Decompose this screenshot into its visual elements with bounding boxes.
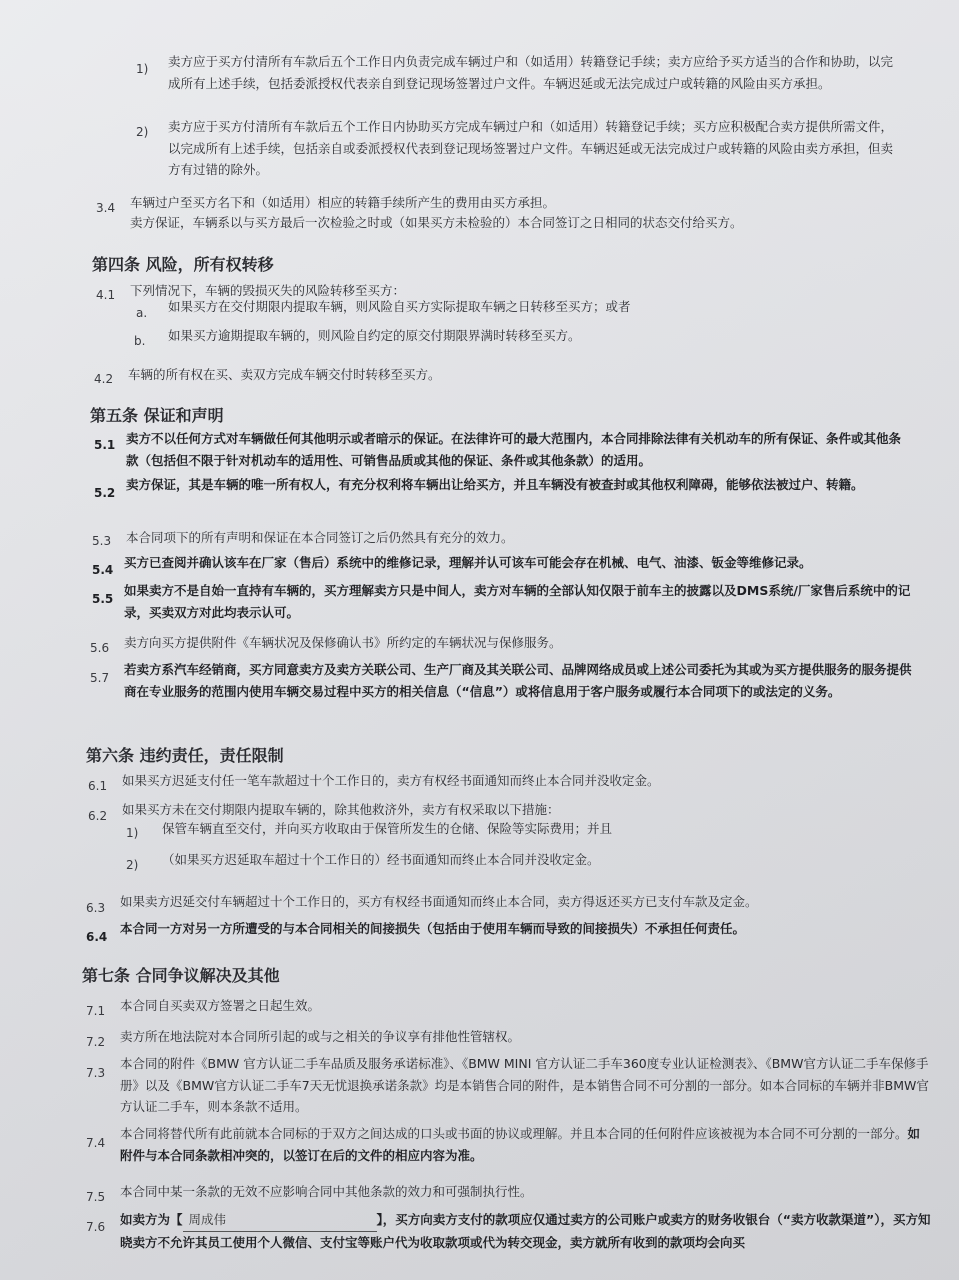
clause-text: 买方已查阅并确认该车在厂家（售后）系统中的维修记录，理解并认可该车可能会存在机械、电气、油漆、钣金等维修记录。 [124,555,812,570]
clause-text: 卖方应于买方付清所有车款后五个工作日内协助买方完成车辆过户和（如适用）转籍登记手续；买方应积极配合卖方提供所需文件，以完成所有上述手续，包括亲自或委派授权代表到登记现场签署过户文件。车辆迟延或无法完成过户或转籍的风险由卖方承担，但卖方有过错的除外。 [168,119,894,177]
article-heading: 第五条 保证和声明 [90,406,224,425]
clause-number: 1) [136,62,149,76]
clause-number: 3.4 [96,201,116,215]
clause-number: 7.3 [86,1066,106,1080]
clause-number: 7.1 [86,1004,106,1018]
clause-text: 如果卖方不是自始一直持有车辆的，买方理解卖方只是中间人，卖方对车辆的全部认知仅限于前车主的披露以及DMS系统/厂家售后系统中的记录，买卖双方对此均表示认可。 [124,583,911,620]
clause-number: 4.2 [94,372,114,386]
clause-number: 2) [126,858,139,872]
clause-text: 车辆过户至买方名下和（如适用）相应的转籍手续所产生的费用由买方承担。 [130,195,556,210]
clause-number: 6.3 [86,901,106,915]
clause-number: 7.6 [86,1220,106,1234]
clause-text: 下列情况下，车辆的毁损灭失的风险转移至买方： [130,283,406,298]
clause-number: 1) [126,826,139,840]
clause-number: 7.2 [86,1035,106,1049]
clause-text: 卖方向买方提供附件《车辆状况及保修确认书》所约定的车辆状况与保修服务。 [124,635,562,650]
article-heading: 第六条 违约责任，责任限制 [86,746,284,765]
clause-number: 6.4 [86,930,108,944]
clause-text: 本合同中某一条款的无效不应影响合同中其他条款的效力和可强制执行性。 [120,1184,533,1199]
clause-text-normal: 本合同将替代所有此前就本合同标的于双方之间达成的口头或书面的协议或理解。并且本合同的任何附件应该被视为本合同不可分割的一部分。 [120,1126,908,1141]
clause-number: 5.7 [90,671,110,685]
clause-text: 卖方不以任何方式对车辆做任何其他明示或者暗示的保证。在法律许可的最大范围内，本合同排除法律有关机动车的所有保证、条件或其他条款（包括但不限于针对机动车的适用性、可销售品质或其他的保证、条件或其他条款）的适用。 [126,431,902,468]
clause-number: 2) [136,125,149,139]
clause-text: （如果买方迟延取车超过十个工作日的）经书面通知而终止本合同并没收定金。 [162,852,600,867]
clause-number: 7.4 [86,1136,106,1150]
clause-text: 保管车辆直至交付，并向买方收取由于保管所发生的仓储、保险等实际费用；并且 [162,821,613,836]
clause-text: 如果买方逾期提取车辆的，则风险自约定的原交付期限界满时转移至买方。 [168,328,581,343]
clause-number: 4.1 [96,288,116,302]
clause-number: a. [136,306,148,320]
clause-text: 本合同自买卖双方签署之日起生效。 [120,998,321,1013]
clause-number: 5.1 [94,438,116,452]
clause-text: 车辆的所有权在买、卖双方完成车辆交付时转移至买方。 [128,367,441,382]
clause-number: 6.1 [88,779,108,793]
clause-text-bold: 如附件与本合同条款相冲突的，以签订在后的文件的相应内容为准。 [120,1126,921,1163]
clause-text: 卖方保证，其是车辆的唯一所有权人，有充分权利将车辆出让给买方，并且车辆没有被查封或其他权利障碍，能够依法被过户、转籍。 [126,477,864,492]
clause-number: 7.5 [86,1190,106,1204]
clause-text: 本合同项下的所有声明和保证在本合同签订之后仍然具有充分的效力。 [126,530,514,545]
clause-number: 5.5 [92,592,114,606]
clause-text: 本合同一方对另一方所遭受的与本合同相关的间接损失（包括由于使用车辆而导致的间接损失）不承担任何责任。 [120,921,746,936]
clause-text: 本合同的附件《BMW 官方认证二手车品质及服务承诺标准》、《BMW MINI 官方认证二手车360度专业认证检测表》、《BMW官方认证二手车保修手册》以及《BMW官方认证二手车7天无忧退换承诺条款》均是本销售合同的附件，是本销售合同不可分割的一部分。如本合同标的车辆并非BMW官方认证二手车，则本条款不适用。 [120,1056,929,1114]
clause-number: 5.4 [92,563,114,577]
article-heading: 第四条 风险，所有权转移 [92,255,274,274]
clause-prefix: 如卖方为【 [120,1212,183,1227]
clause-text: 如果买方未在交付期限内提取车辆的，除其他救济外，卖方有权采取以下措施： [122,802,560,817]
clause-suffix: 】，买方向卖方支付的款项应仅通过卖方的公司账户或卖方的财务收银台（“卖方收款渠道”），买方知晓卖方不允许其员工使用个人微信、支付宝等账户代为收取款项或代为转交现金，卖方就所有收到的款项均会向买 [120,1212,931,1250]
clause-number: 5.3 [92,534,112,548]
clause-text: 卖方应于买方付清所有车款后五个工作日内负责完成车辆过户和（如适用）转籍登记手续；卖方应给予买方适当的合作和协助，以完成所有上述手续，包括委派授权代表亲自到登记现场签署过户文件。车辆迟延或无法完成过户或转籍的风险由买方承担。 [168,54,894,91]
clause-text: 如果买方迟延支付任一笔车款超过十个工作日的，卖方有权经书面通知而终止本合同并没收定金。 [122,773,660,788]
seller-name-field: 周成伟 [183,1209,377,1232]
clause-number: b. [134,334,146,348]
clause-number: 5.2 [94,486,116,500]
clause-text: 如果买方在交付期限内提取车辆，则风险自买方实际提取车辆之日转移至买方；或者 [168,299,631,314]
clause-number: 5.6 [90,641,110,655]
article-heading: 第七条 合同争议解决及其他 [82,966,280,985]
clause-text: 卖方保证，车辆系以与买方最后一次检验之时或（如果买方未检验的）本合同签订之日相同的状态交付给买方。 [130,215,743,230]
clause-number: 6.2 [88,809,108,823]
clause-text [120,1123,930,1166]
clause-text: 如果卖方迟延交付车辆超过十个工作日的，买方有权经书面通知而终止本合同，卖方得返还买方已支付车款及定金。 [120,894,758,909]
clause-text: 若卖方系汽车经销商，买方同意卖方及卖方关联公司、生产厂商及其关联公司、品牌网络成员或上述公司委托为其或为买方提供服务的服务提供商在专业服务的范围内使用车辆交易过程中买方的相关信息（“信息”）或将信息用于客户服务或履行本合同项下的或法定的义务。 [124,662,912,699]
clause-text: 卖方所在地法院对本合同所引起的或与之相关的争议享有排他性管辖权。 [120,1029,521,1044]
clause-text [120,1209,935,1253]
